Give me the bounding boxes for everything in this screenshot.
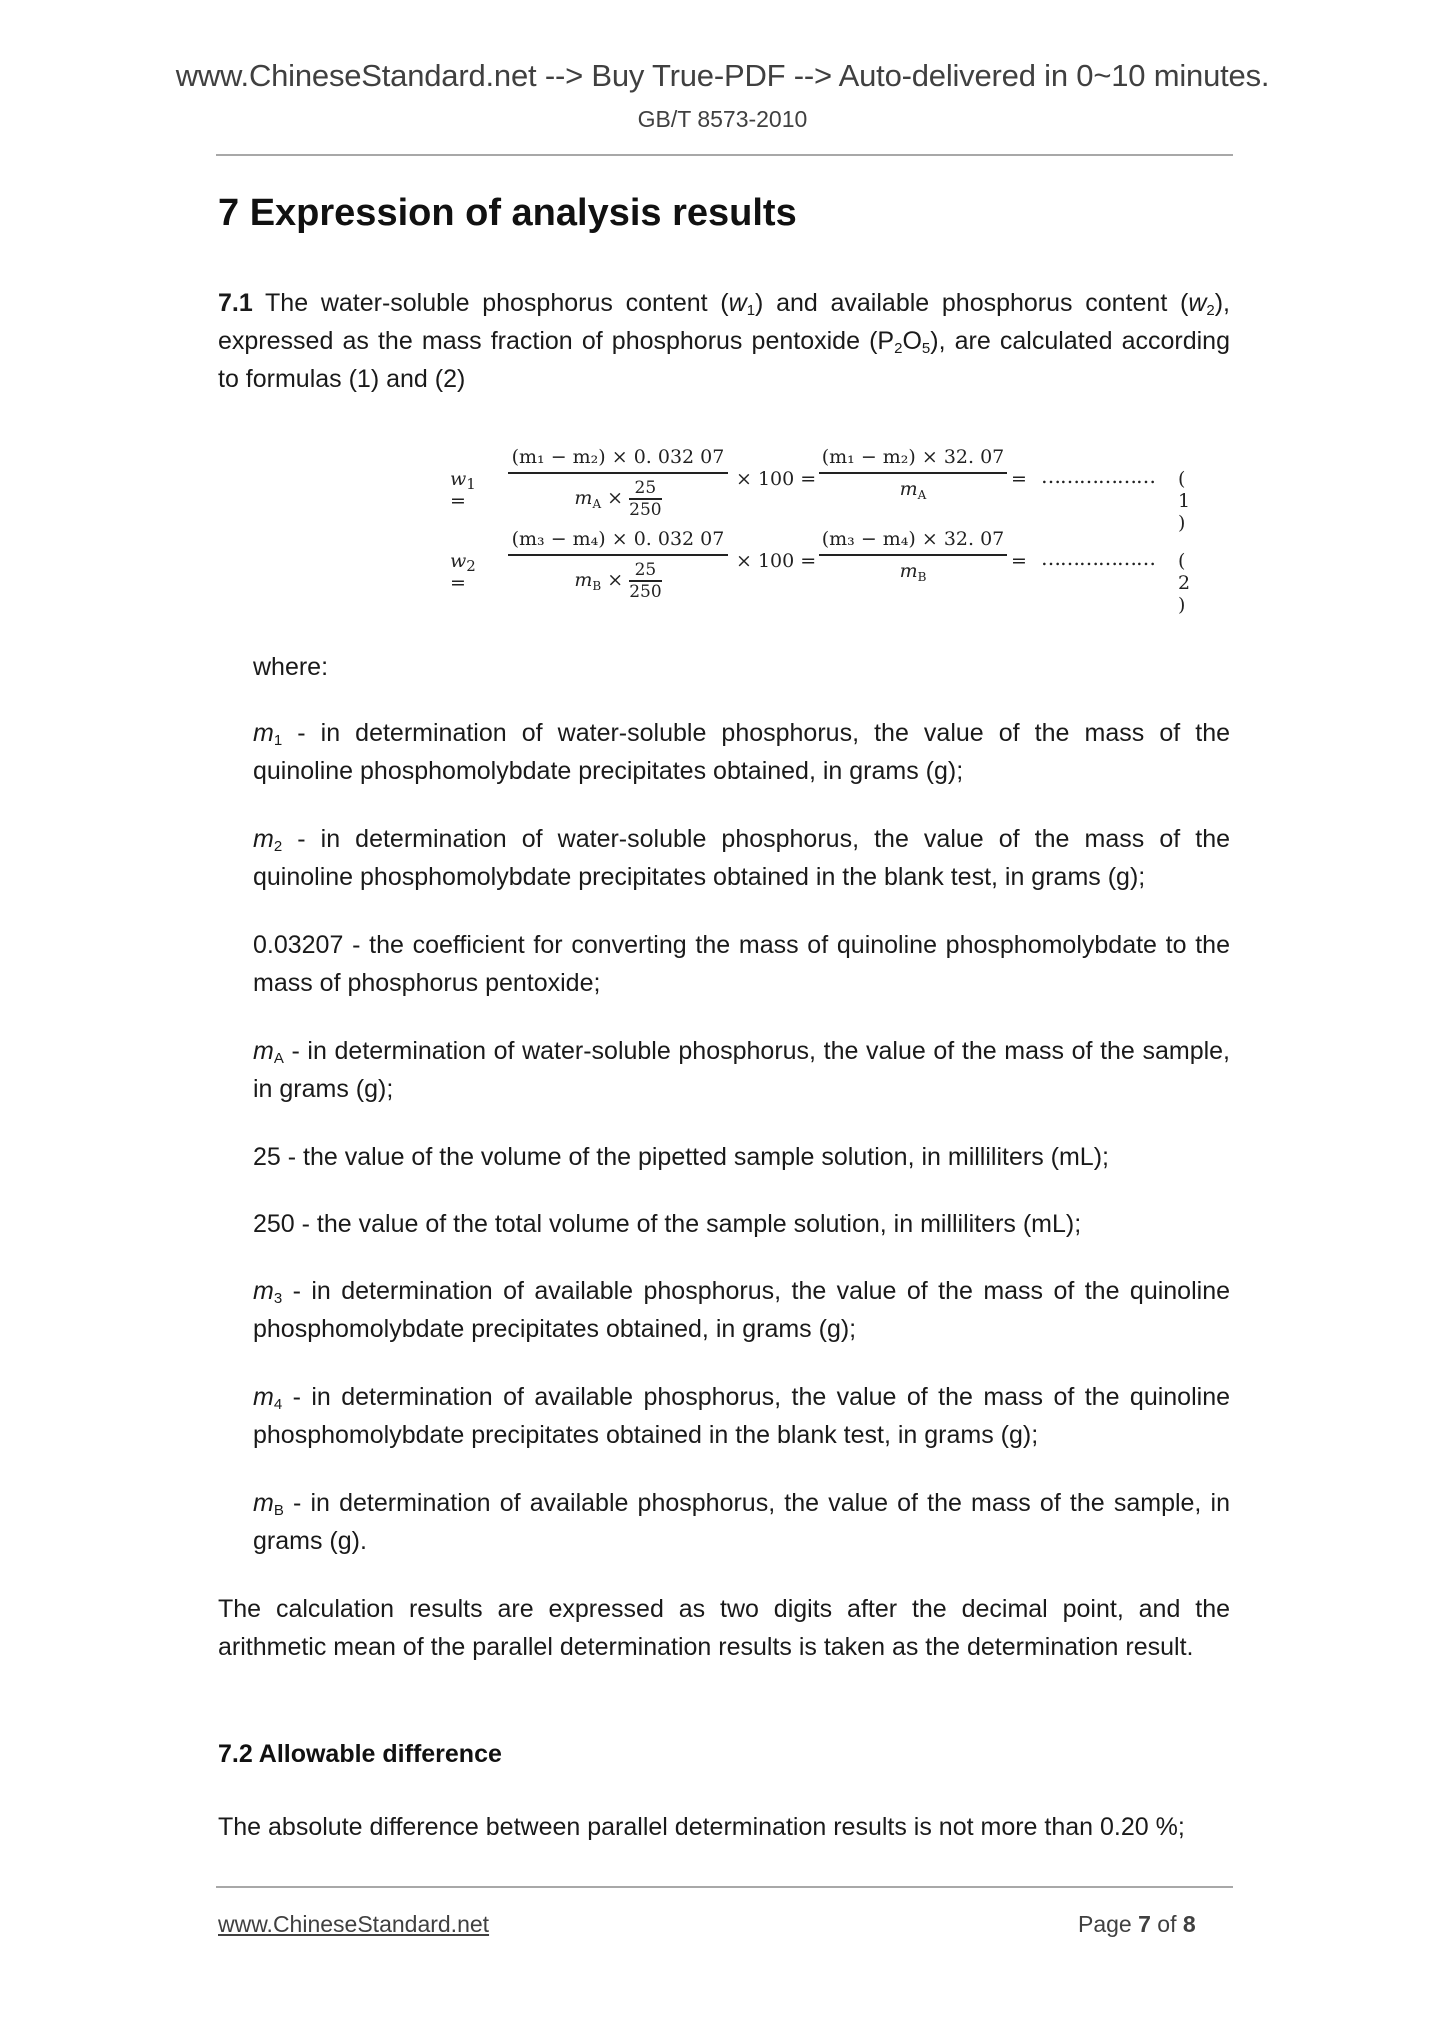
header-banner: www.ChineseStandard.net --> Buy True-PDF --> Auto-delivered in 0~10 minutes. — [175, 58, 1270, 93]
definition-coefficient: 0.03207 - the coefficient for converting the mass of quinoline phosphomolybdate to the mass of phosphorus pentoxide; — [253, 931, 1230, 997]
definition-mA: $m_A$ - in determination of water-soluble phosphorus, the value of the mass of the sample, in grams (g); — [253, 1037, 1230, 1103]
definition-mB: $m_B$ - in determination of available phosphorus, the value of the mass of the sample, in grams (g). — [253, 1489, 1230, 1555]
page-total: 8 — [1182, 1911, 1196, 1937]
header-divider — [216, 154, 1233, 156]
leader-dots: ……………… — [1041, 464, 1155, 488]
where-label: where: — [253, 653, 329, 681]
section-title: 7 Expression of analysis results — [218, 192, 797, 234]
clause-7-2-text: The absolute difference between parallel determination results is not more than 0.20 %; — [218, 1813, 1185, 1841]
standard-code: GB/T 8573-2010 — [637, 106, 808, 132]
formula-lhs: $w_2$ = — [450, 550, 476, 594]
clause-7-1: 7.1 The water-soluble phosphorus content $(w_1)$ and available phosphorus content $(w_2)$, expressed as the mass fraction of phosphorus pentoxide $(P_2O_5)$, are calculated according to formulas (1) and (2) — [218, 289, 1230, 393]
footer-site-link[interactable]: www.ChineseStandard.net — [218, 1911, 490, 1937]
result-note: The calculation results are expressed as two digits after the decimal point, and the arithmetic mean of the parallel determination results is taken as the determination result. — [218, 1595, 1230, 1661]
definition-m1: $m_1$ - in determination of water-soluble phosphorus, the value of the mass of the quinoline phosphomolybdate precipitates obtained, in grams (g); — [253, 719, 1230, 785]
definition-25: 25 - the value of the volume of the pipetted sample solution, in milliliters (mL); — [253, 1143, 1109, 1171]
equation-number: ( 2 ) — [1178, 550, 1191, 616]
leader-dots: ……………… — [1041, 546, 1155, 570]
clause-number: 7.1 — [218, 289, 253, 317]
equation-number: ( 1 ) — [1178, 468, 1191, 534]
definition-m4: $m_4$ - in determination of available phosphorus, the value of the mass of the quinoline phosphomolybdate precipitates obtained in the blank test, in grams (g); — [253, 1383, 1230, 1449]
clause-7-2-title: 7.2 Allowable difference — [218, 1740, 502, 1768]
formula-lhs: $w_1$ = — [450, 468, 476, 512]
definition-250: 250 - the value of the total volume of the sample solution, in milliliters (mL); — [253, 1210, 1082, 1238]
page-current: 7 — [1138, 1911, 1151, 1937]
definition-m2: $m_2$ - in determination of water-soluble phosphorus, the value of the mass of the quinoline phosphomolybdate precipitates obtained in the blank test, in grams (g); — [253, 825, 1230, 891]
definition-m3: $m_3$ - in determination of available phosphorus, the value of the mass of the quinoline phosphomolybdate precipitates obtained, in grams (g); — [253, 1277, 1230, 1343]
footer-divider — [216, 1886, 1233, 1888]
page-indicator: Page 7 of 8 — [1078, 1911, 1196, 1937]
